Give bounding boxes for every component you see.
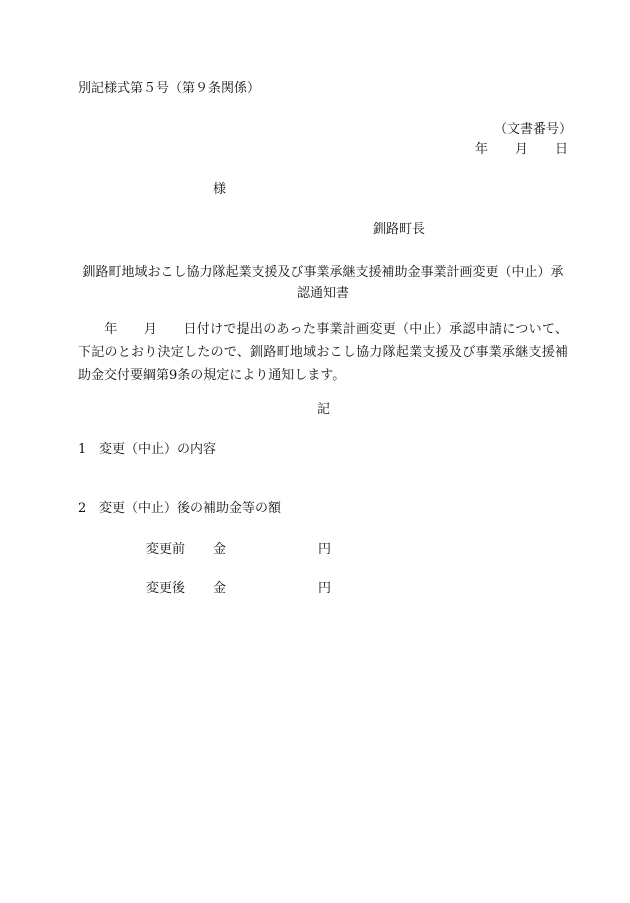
amount-yen: 円 [318,581,332,596]
ki-heading: 記 [317,402,331,417]
date-month: 月 [515,142,529,157]
item-number: 1 [78,442,87,457]
form-label: 別記様式第５号（第９条関係） [78,81,261,96]
issuer-name: 釧路町長 [373,222,426,237]
item-label: 変更（中止）後の補助金等の額 [99,501,282,516]
item-label: 変更（中止）の内容 [99,442,217,457]
body-year: 年 [104,322,118,337]
recipient-honorific: 様 [213,182,227,197]
amount-label: 変更前 [146,542,186,557]
amount-kin: 金 [213,581,227,596]
amount-kin: 金 [213,542,227,557]
body-month: 月 [143,322,158,337]
date-year: 年 [475,142,489,157]
document-title: 釧路町地域おこし協力隊起業支援及び事業承継支援補助金事業計画変更（中止）承認通知書 [82,265,564,301]
body-paragraph [78,318,568,387]
document-number: （文書番号） [494,122,573,137]
item-number: 2 [78,501,87,516]
date-day: 日 [555,142,569,157]
amount-label: 変更後 [146,581,186,596]
amount-yen: 円 [318,542,332,557]
body-text: 日付けで提出のあった事業計画変更（中止）承認申請について、下記のとおり決定したので、釧路町地域おこし協力隊起業支援及び事業承継支援補助金交付要綱第9条の規定により通知します。 [78,322,568,383]
